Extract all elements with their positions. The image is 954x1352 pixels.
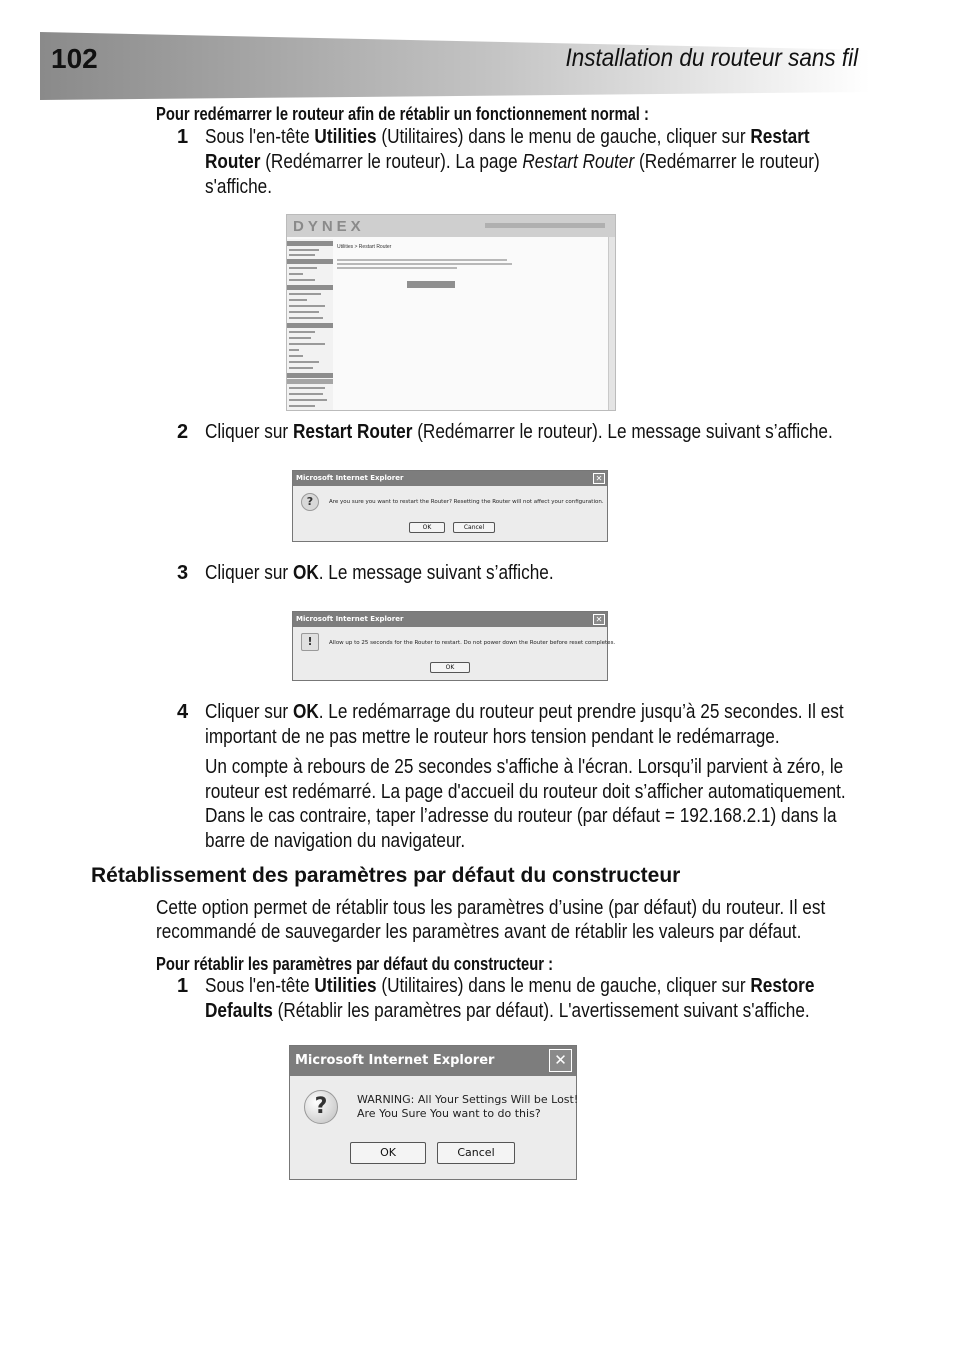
chapter-title: Installation du routeur sans fil — [565, 44, 858, 72]
close-icon[interactable]: ✕ — [593, 614, 605, 625]
ok-button[interactable]: OK — [430, 662, 470, 673]
router-top-bar — [287, 215, 615, 237]
dialog-title: Microsoft Internet Explorer — [293, 471, 607, 486]
step-number: 2 — [177, 421, 189, 443]
step-paragraph: routeur est redémarré. La page d'accueil du routeur doit s’afficher automatiquement. — [205, 781, 846, 803]
cancel-button[interactable]: Cancel — [437, 1142, 515, 1164]
router-sidebar — [287, 239, 333, 410]
ok-button[interactable]: OK — [350, 1142, 426, 1164]
dialog-message: Allow up to 25 seconds for the Router to restart. Do not power down the Router before reset completes. — [329, 640, 616, 646]
section-intro: Cette option permet de rétablir tous les paramètres d’usine (par défaut) du routeur. Il est — [156, 897, 826, 919]
restore-warning-dialog — [289, 1045, 577, 1180]
step-text: Cliquer sur Restart Router (Redémarrer le routeur). Le message suivant s’affiche. — [205, 421, 833, 443]
top-links — [485, 223, 605, 228]
section-heading: Rétablissement des paramètres par défaut du constructeur — [91, 864, 681, 887]
ok-button[interactable]: OK — [409, 522, 445, 533]
scrollbar[interactable] — [608, 237, 615, 410]
dialog-title: Microsoft Internet Explorer — [290, 1046, 576, 1076]
step-text: s'affiche. — [205, 176, 273, 198]
question-icon: ? — [301, 493, 319, 511]
dialog-message: Are you sure you want to restart the Router? Resetting the Router will not affect your configuration. — [329, 499, 604, 505]
restore-procedure-lead: Pour rétablir les paramètres par défaut du constructeur : — [156, 954, 553, 974]
restart-procedure-lead: Pour redémarrer le routeur afin de rétablir un fonctionnement normal : — [156, 104, 649, 124]
warning-icon: ! — [301, 633, 319, 651]
dynex-logo: DYNEX — [293, 218, 365, 235]
restart-router-button[interactable] — [407, 281, 455, 288]
dialog-title: Microsoft Internet Explorer — [293, 612, 607, 627]
page-number: 102 — [51, 43, 98, 74]
step-paragraph: Un compte à rebours de 25 secondes s'affiche à l'écran. Lorsqu’il parvient à zéro, le — [205, 756, 844, 778]
step-paragraph: barre de navigation du navigateur. — [205, 830, 466, 852]
step-number: 4 — [177, 701, 189, 723]
step-text: Router (Redémarrer le routeur). La page Restart Router (Redémarrer le routeur) — [205, 151, 820, 173]
cancel-button[interactable]: Cancel — [453, 522, 495, 533]
restart-confirm-dialog — [292, 470, 608, 542]
dialog-message: Are You Sure You want to do this? — [357, 1107, 541, 1120]
question-icon: ? — [304, 1090, 338, 1124]
step-paragraph: Dans le cas contraire, taper l’adresse du routeur (par défaut = 192.168.2.1) dans la — [205, 805, 837, 827]
dialog-message: WARNING: All Your Settings Will be Lost! — [357, 1093, 579, 1106]
section-intro: recommandé de sauvegarder les paramètres avant de rétablir les valeurs par défaut. — [156, 921, 802, 943]
step-text: Defaults (Rétablir les paramètres par défaut). L'avertissement suivant s'affiche. — [205, 1000, 810, 1022]
step-text: Cliquer sur OK. Le message suivant s’affiche. — [205, 562, 554, 584]
step-number: 3 — [177, 562, 189, 584]
step-text: Sous l'en-tête Utilities (Utilitaires) dans le menu de gauche, cliquer sur Restore — [205, 975, 815, 997]
router-restart-screenshot — [286, 214, 616, 411]
step-number: 1 — [177, 975, 189, 997]
close-icon[interactable]: ✕ — [549, 1049, 572, 1072]
step-text: Cliquer sur OK. Le redémarrage du routeur peut prendre jusqu’à 25 secondes. Il est — [205, 701, 844, 723]
close-icon[interactable]: ✕ — [593, 473, 605, 484]
step-text: Sous l'en-tête Utilities (Utilitaires) dans le menu de gauche, cliquer sur Restart — [205, 126, 810, 148]
step-text: important de ne pas mettre le routeur hors tension pendant le redémarrage. — [205, 726, 780, 748]
step-number: 1 — [177, 126, 189, 148]
restart-wait-dialog — [292, 611, 616, 681]
router-breadcrumb: Utilities > Restart Router — [337, 244, 392, 250]
